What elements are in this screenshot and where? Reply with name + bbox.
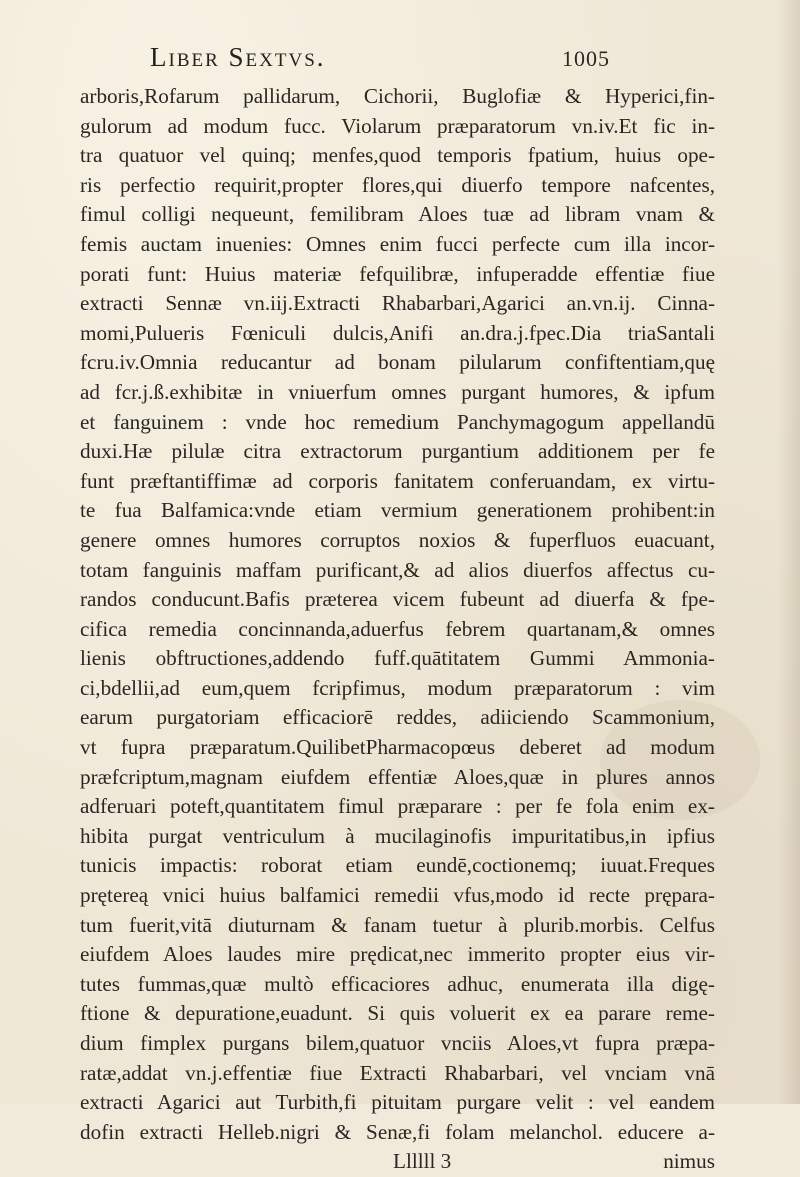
text-line: genere omnes humores corruptos noxios & fuperfluos euacuant, bbox=[80, 527, 715, 552]
page-footer bbox=[80, 1147, 715, 1177]
page-header bbox=[150, 42, 610, 82]
page-edge-shadow bbox=[778, 0, 800, 1104]
text-line: prętereą vnici huius balfamici remedii vfus,modo id recte prępara- bbox=[80, 883, 715, 908]
body-text bbox=[80, 82, 715, 1177]
text-line: adferuari poteft,quantitatem fimul præparare : per fe fola enim ex- bbox=[80, 794, 715, 819]
text-line: dium fimplex purgans bilem,quatuor vnciis Aloes,vt fupra præpa- bbox=[80, 1031, 715, 1055]
text-line: dofin extracti Helleb.nigri & Senæ,fi folam melanchol. educere a- bbox=[80, 1119, 715, 1144]
signature-mark: Llllll 3 bbox=[393, 1149, 452, 1174]
text-line: randos conducunt.Bafis præterea vicem fubeunt ad diuerfa & fpe- bbox=[80, 587, 715, 612]
catchword: nimus bbox=[663, 1149, 715, 1174]
text-line: et fanguinem : vnde hoc remedium Panchymagogum appellandū bbox=[80, 409, 715, 434]
text-line: femis auctam inuenies: Omnes enim fucci perfecte cum illa incor- bbox=[80, 231, 715, 256]
text-line: tutes fummas,quæ multò efficaciores adhuc, enumerata illa digę- bbox=[80, 971, 715, 996]
text-line: gulorum ad modum fucc. Violarum præparatorum vn.iv.Et fic in- bbox=[80, 113, 715, 138]
text-line: ris perfectio requirit,propter flores,qui diuerfo tempore nafcentes, bbox=[80, 172, 715, 197]
text-line: præfcriptum,magnam eiufdem effentiæ Aloes,quæ in plures annos bbox=[80, 764, 715, 789]
text-line: tum fuerit,vitā diuturnam & fanam tuetur à plurib.morbis. Celfus bbox=[80, 912, 715, 937]
text-line: fcru.iv.Omnia reducantur ad bonam pilularum confiftentiam,quę bbox=[80, 350, 715, 375]
text-line: extracti Sennæ vn.iij.Extracti Rhabarbari,Agarici an.vn.ij. Cinna- bbox=[80, 291, 715, 316]
text-line: extracti Agarici aut Turbith,fi pituitam purgare velit : vel eandem bbox=[80, 1090, 715, 1115]
text-line: ratæ,addat vn.j.effentiæ fiue Extracti Rhabarbari, vel vnciam vnā bbox=[80, 1060, 715, 1085]
text-line: funt præftantiffimæ ad corporis fanitatem conferuandam, ex virtu- bbox=[80, 468, 715, 493]
text-line: duxi.Hæ pilulæ citra extractorum purgantium additionem per fe bbox=[80, 439, 715, 464]
text-line: vt fupra præparatum.QuilibetPharmacopœus deberet ad modum bbox=[80, 735, 715, 760]
text-line: ci,bdellii,ad eum,quem fcripfimus, modum præparatorum : vim bbox=[80, 675, 715, 700]
text-line: hibita purgat ventriculum à mucilaginofis impuritatibus,in ipfius bbox=[80, 823, 715, 848]
page-number: 1005 bbox=[562, 46, 610, 71]
text-line: te fua Balfamica:vnde etiam vermium generationem prohibent:in bbox=[80, 498, 715, 523]
text-line: arboris,Rofarum pallidarum, Cichorii, Buglofiæ & Hyperici,fin- bbox=[80, 84, 715, 108]
running-title: Liber Sextvs. bbox=[150, 42, 326, 72]
text-line: earum purgatoriam efficaciorē reddes, adiiciendo Scammonium, bbox=[80, 705, 715, 730]
text-line: totam fanguinis maffam purificant,& ad alios diuerfos affectus cu- bbox=[80, 557, 715, 582]
text-line: tra quatuor vel quinq; menfes,quod temporis fpatium, huius ope- bbox=[80, 143, 715, 168]
text-line: cifica remedia concinnanda,aduerfus febrem quartanam,& omnes bbox=[80, 616, 715, 641]
text-line: ftione & depuratione,euadunt. Si quis voluerit ex ea parare reme- bbox=[80, 1001, 715, 1026]
text-line: momi,Pulueris Fœniculi dulcis,Anifi an.dra.j.fpec.Dia triaSantali bbox=[80, 320, 715, 345]
text-line: porati funt: Huius materiæ fefquilibræ, infuperadde effentiæ fiue bbox=[80, 261, 715, 286]
text-line: tunicis impactis: roborat etiam eundē,coctionemq; iuuat.Freques bbox=[80, 853, 715, 878]
text-line: fimul colligi nequeunt, femilibram Aloes tuæ ad libram vnam & bbox=[80, 202, 715, 227]
text-line: ad fcr.j.ß.exhibitæ in vniuerfum omnes purgant humores, & ipfum bbox=[80, 379, 715, 404]
text-line: eiufdem Aloes laudes mire prędicat,nec immerito propter eius vir- bbox=[80, 942, 715, 967]
text-line: lienis obftructiones,addendo fuff.quātitatem Gummi Ammonia- bbox=[80, 646, 715, 671]
